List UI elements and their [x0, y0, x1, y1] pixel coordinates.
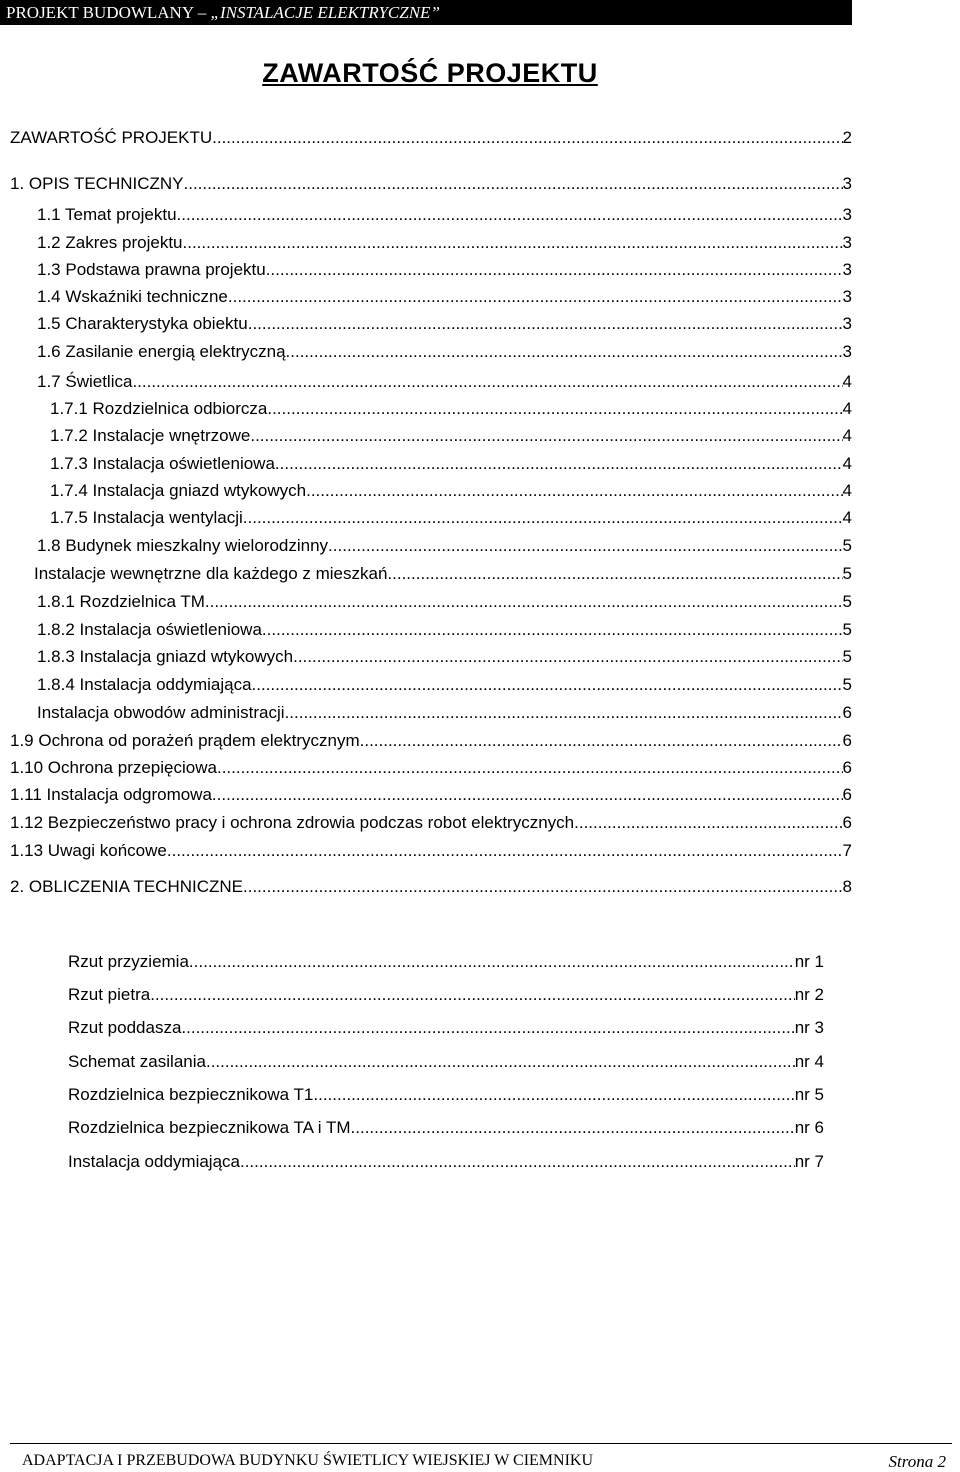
toc-entry-label: Instalacja obwodów administracji: [37, 703, 285, 722]
toc-entry-page: 5: [842, 675, 852, 694]
dot-leader: [250, 425, 842, 447]
toc-entry-page: nr 1: [794, 952, 824, 971]
toc-entry-label: Rzut pietra: [68, 985, 151, 1004]
toc-entry: [68, 951, 824, 973]
toc-entry-page: nr 2: [794, 985, 824, 1004]
toc-entry: [68, 1017, 824, 1039]
dot-leader: [243, 876, 843, 898]
toc-entry-label: 1.7.2 Instalacje wnętrzowe: [50, 426, 251, 445]
toc-entry-page: 7: [842, 841, 852, 860]
toc-entry-label: 1.12 Bezpieczeństwo pracy i ochrona zdrowia podczas robot elektrycznych: [10, 813, 575, 832]
toc-entry: [50, 398, 852, 420]
toc-entry-page: 6: [842, 758, 852, 777]
header-subtitle: „INSTALACJE ELEKTRYCZNE”: [210, 3, 440, 22]
toc-entry: [34, 563, 852, 585]
toc-entry: [50, 480, 852, 502]
toc-entry-label: 1.8.2 Instalacja oświetleniowa: [37, 620, 262, 639]
toc-entry-page: nr 3: [794, 1018, 824, 1037]
toc-entry: [10, 730, 852, 752]
toc-entry-label: 1.7.3 Instalacja oświetleniowa: [50, 454, 275, 473]
dot-leader: [267, 398, 842, 420]
toc-entry-label: 2. OBLICZENIA TECHNICZNE: [10, 877, 244, 896]
toc-entry-page: nr 4: [794, 1052, 824, 1071]
toc-entry: [37, 646, 852, 668]
toc-entry-label: 1.4 Wskaźniki techniczne: [37, 287, 228, 306]
toc-entry-label: 1.11 Instalacja odgromowa: [10, 785, 212, 804]
dot-leader: [360, 730, 843, 752]
dot-leader: [328, 535, 842, 557]
toc-entry-label: Instalacje wewnętrzne dla każdego z mieszkań: [34, 564, 388, 583]
dot-leader: [286, 341, 843, 363]
toc-entry-page: 3: [842, 233, 852, 252]
toc-entry-label: Rozdzielnica bezpiecznikowa T1: [68, 1085, 314, 1104]
dot-leader: [181, 1017, 794, 1039]
header-project: PROJEKT BUDOWLANY –: [6, 3, 211, 22]
toc-entry-label: Rzut przyziemia: [68, 952, 189, 971]
dot-leader: [293, 646, 842, 668]
dot-leader: [205, 591, 843, 613]
toc-entry-page: nr 5: [794, 1085, 824, 1104]
dot-leader: [167, 840, 843, 862]
toc-entry: [37, 313, 852, 335]
toc-entry-page: nr 6: [794, 1118, 824, 1137]
dot-leader: [189, 951, 795, 973]
footer-divider: [10, 1443, 952, 1444]
toc-entry: [68, 1051, 824, 1073]
toc-entry: [37, 591, 852, 613]
dot-leader: [248, 313, 843, 335]
dot-leader: [132, 371, 842, 393]
toc-entry: [37, 232, 852, 254]
dot-leader: [150, 984, 795, 1006]
toc-entry-page: nr 7: [794, 1152, 824, 1171]
toc-entry-page: 3: [842, 205, 852, 224]
dot-leader: [306, 480, 842, 502]
toc-entry-label: 1.5 Charakterystyka obiektu: [37, 314, 248, 333]
toc-entry-page: 5: [842, 620, 852, 639]
toc-entry-label: Schemat zasilania: [68, 1052, 206, 1071]
toc-entry-page: 6: [842, 785, 852, 804]
toc-entry-label: Instalacja oddymiająca: [68, 1152, 240, 1171]
toc-entry-label: 1.7.1 Rozdzielnica odbiorcza: [50, 399, 268, 418]
toc-entry-page: 4: [842, 426, 852, 445]
toc-entry-page: 6: [842, 731, 852, 750]
toc-entry-label: 1.8.1 Rozdzielnica TM: [37, 592, 205, 611]
toc-entry: [10, 812, 852, 834]
toc-entry-label: 1.8 Budynek mieszkalny wielorodzinny: [37, 536, 329, 555]
toc-entry: [37, 702, 852, 724]
toc-entry: [68, 984, 824, 1006]
toc-entry-page: 5: [842, 647, 852, 666]
toc-entry-label: ZAWARTOŚĆ PROJEKTU: [10, 128, 213, 147]
toc-entry-page: 4: [842, 399, 852, 418]
toc-entry-label: 1.10 Ochrona przepięciowa: [10, 758, 217, 777]
toc-entry-label: Rozdzielnica bezpiecznikowa TA i TM: [68, 1118, 351, 1137]
toc-entry-label: 1.8.3 Instalacja gniazd wtykowych: [37, 647, 294, 666]
toc-entry: [50, 453, 852, 475]
dot-leader: [243, 507, 843, 529]
toc-entry: [37, 535, 852, 557]
toc-entry-label: 1.13 Uwagi końcowe: [10, 841, 167, 860]
toc-entry-page: 4: [842, 481, 852, 500]
toc-entry: [10, 784, 852, 806]
dot-leader: [212, 784, 843, 806]
toc-entry: [10, 757, 852, 779]
dot-leader: [240, 1151, 795, 1173]
toc-entry-label: 1.7.4 Instalacja gniazd wtykowych: [50, 481, 307, 500]
toc-entry: [37, 619, 852, 641]
toc-entry-label: 1. OPIS TECHNICZNY: [10, 174, 184, 193]
toc-entry: [68, 1151, 824, 1173]
toc-entry: [68, 1084, 824, 1106]
toc-entry-label: 1.7 Świetlica: [37, 372, 133, 391]
dot-leader: [574, 812, 842, 834]
dot-leader: [262, 619, 843, 641]
toc-entry-label: 1.3 Podstawa prawna projektu: [37, 260, 266, 279]
toc-entry-page: 3: [842, 314, 852, 333]
toc-entry: [10, 127, 852, 149]
dot-leader: [275, 453, 843, 475]
dot-leader: [206, 1051, 795, 1073]
footer-title: ADAPTACJA I PRZEBUDOWA BUDYNKU ŚWIETLICY WIEJSKIEJ W CIEMNIKU: [22, 1452, 594, 1469]
toc-entry: [37, 371, 852, 393]
toc-entry-page: 6: [842, 703, 852, 722]
toc-entry-page: 8: [842, 877, 852, 896]
dot-leader: [266, 259, 843, 281]
toc-entry-label: Rzut poddasza: [68, 1018, 182, 1037]
toc-entry-page: 3: [842, 174, 852, 193]
toc-entry: [37, 259, 852, 281]
footer-page-number: Strona 2: [888, 1452, 946, 1471]
toc-entry: [37, 341, 852, 363]
toc-entry-page: 3: [842, 260, 852, 279]
toc-entry: [37, 204, 852, 226]
page-title: ZAWARTOŚĆ PROJEKTU: [262, 58, 598, 88]
dot-leader: [387, 563, 842, 585]
toc-entry-label: 1.2 Zakres projektu: [37, 233, 183, 252]
toc-entry-label: 1.6 Zasilanie energią elektryczną: [37, 342, 286, 361]
toc-entry-page: 4: [842, 508, 852, 527]
toc-entry-label: 1.9 Ochrona od porażeń prądem elektrycznym: [10, 731, 360, 750]
toc-entry: [37, 286, 852, 308]
toc-entry-page: 2: [842, 128, 852, 147]
toc-entry: [10, 876, 852, 898]
toc-entry-page: 4: [842, 454, 852, 473]
toc-entry-page: 3: [842, 342, 852, 361]
dot-leader: [183, 232, 843, 254]
running-header: [0, 0, 852, 25]
toc-entry: [10, 173, 852, 195]
toc-entry: [37, 674, 852, 696]
dot-leader: [217, 757, 843, 779]
toc-entry-page: 6: [842, 813, 852, 832]
toc-entry-label: 1.1 Temat projektu: [37, 205, 177, 224]
toc-entry-page: 4: [842, 372, 852, 391]
toc-entry-label: 1.7.5 Instalacja wentylacji: [50, 508, 243, 527]
dot-leader: [228, 286, 843, 308]
toc-entry: [50, 507, 852, 529]
dot-leader: [285, 702, 843, 724]
toc-entry-page: 5: [842, 564, 852, 583]
toc-entry-page: 5: [842, 592, 852, 611]
toc-entry-page: 3: [842, 287, 852, 306]
dot-leader: [177, 204, 843, 226]
toc-entry: [50, 425, 852, 447]
dot-leader: [313, 1084, 794, 1106]
dot-leader: [212, 127, 842, 149]
toc-entry-label: 1.8.4 Instalacja oddymiająca: [37, 675, 252, 694]
toc-entry: [10, 840, 852, 862]
dot-leader: [184, 173, 843, 195]
toc-entry-page: 5: [842, 536, 852, 555]
dot-leader: [351, 1117, 795, 1139]
dot-leader: [252, 674, 843, 696]
toc-entry: [68, 1117, 824, 1139]
